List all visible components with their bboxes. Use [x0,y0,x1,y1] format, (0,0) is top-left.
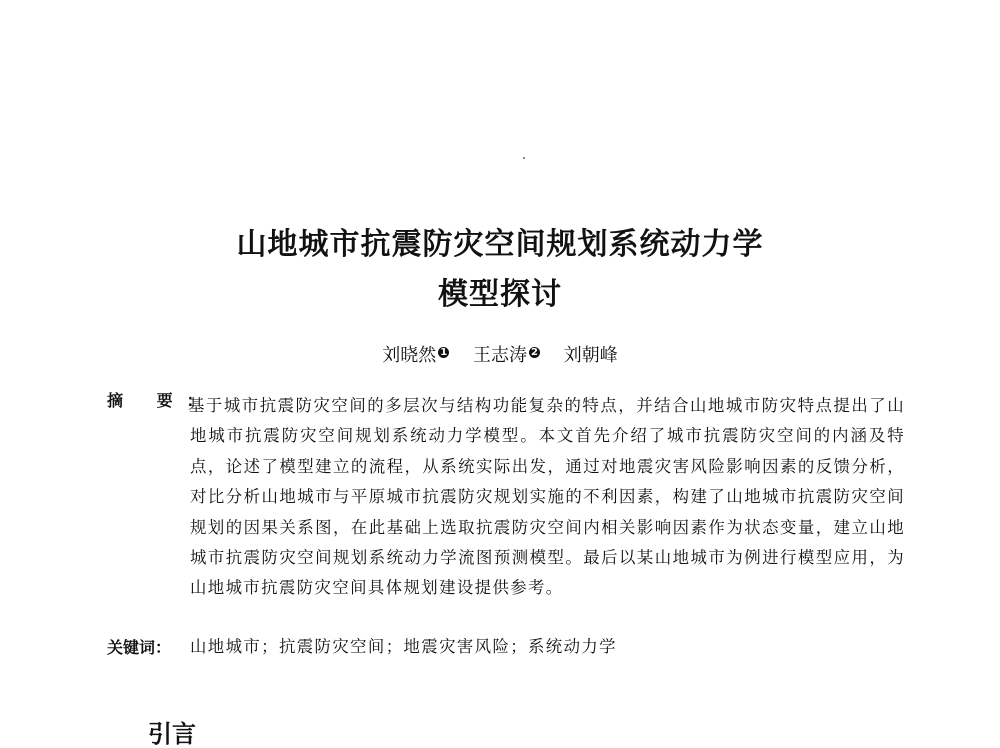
author-footnote-mark: 2 [529,347,540,358]
abstract-body: 基于城市抗震防灾空间的多层次与结构功能复杂的特点，并结合山地城市防灾特点提出了山地城市抗震防灾空间规划系统动力学模型。本文首先介绍了城市抗震防灾空间的内涵及特点，论述了模型建立的流程，从系统实际出发，通过对地震灾害风险影响因素的反馈分析，对比分析山地城市与平原城市抗震防灾规划实施的不利因素，构建了山地城市抗震防灾空间规划的因果关系图，在此基础上选取抗震防灾空间内相关影响因素作为状态变量，建立山地城市抗震防灾空间规划系统动力学流图预测模型。最后以某山地城市为例进行模型应用，为山地城市抗震防灾空间具体规划建设提供参考。 [188,396,905,598]
paper-title-line-2: 模型探讨 [438,277,562,312]
author-name: 王志涛 [473,345,527,366]
author-1 [382,347,449,365]
author-name: 刘晓然 [382,345,437,366]
author-3 [564,347,618,365]
paper-title-line-1: 山地城市抗震防灾空间规划系统动力学 [236,227,764,262]
abstract-label: 摘 要： [107,391,217,410]
keywords-body: 山地城市；抗震防灾空间；地震灾害风险；系统动力学 [190,637,617,656]
author-footnote-mark: 1 [438,347,449,358]
author-list [0,347,1000,365]
author-name: 刘朝峰 [563,345,618,366]
section-heading-introduction: 引言 [148,720,196,748]
keywords-label: 关键词： [107,638,172,657]
author-2 [473,347,540,365]
scan-speck [523,157,525,159]
